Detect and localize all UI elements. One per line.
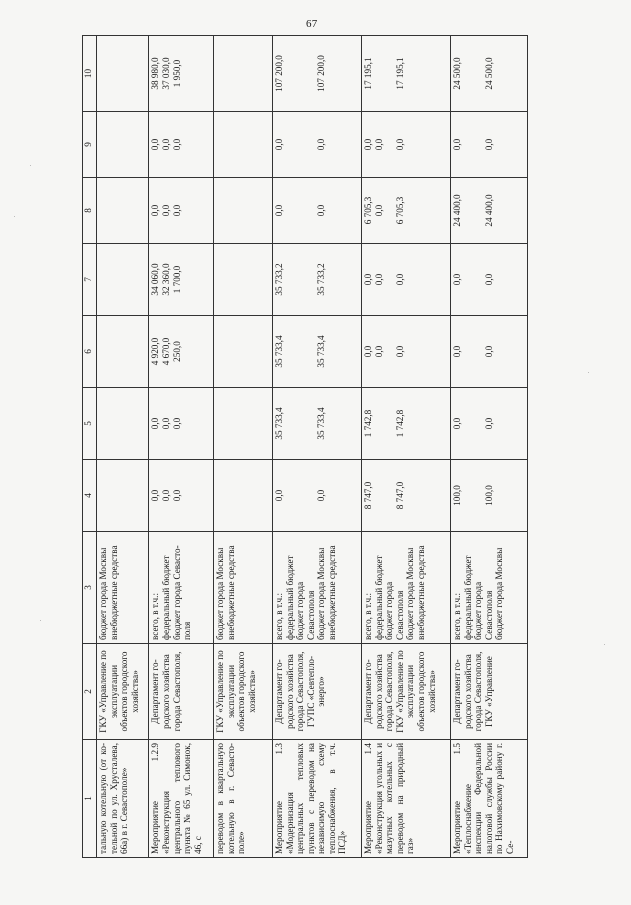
scan-speck (40, 620, 41, 621)
value-line (306, 39, 317, 108)
value-line: 0,0 (363, 273, 373, 286)
funding-source-cell (362, 532, 451, 644)
funding-source-line: бюджет города (384, 581, 395, 640)
funding-source-line: всего, в т.ч.: (363, 592, 373, 640)
value-cell-c4 (97, 460, 149, 532)
value-line (306, 391, 317, 456)
funding-source-line: Севастополя (394, 590, 405, 640)
value-line: 1 742,8 (363, 409, 373, 438)
value-line: 0,0 (171, 417, 182, 430)
value-line: 0,0 (483, 273, 494, 286)
value-line (295, 181, 306, 240)
value-line (295, 319, 306, 384)
funding-source-line: бюджет города Москвы (98, 547, 108, 640)
value-line: 35 733,2 (316, 263, 327, 296)
value-cell-c4 (214, 460, 273, 532)
value-line (295, 39, 306, 108)
value-line: 0,0 (150, 417, 161, 430)
value-line (384, 247, 395, 312)
value-line: 8 747,0 (363, 481, 373, 510)
value-line: 35 733,4 (273, 335, 284, 368)
value-line: 0,0 (171, 204, 182, 217)
measure-name-cell: переводом в квартальную котельную в г. Севасто-поле» (214, 740, 273, 858)
value-line: 35 733,4 (273, 407, 284, 440)
value-line (384, 391, 395, 456)
value-line (285, 39, 296, 108)
value-cell-c10 (362, 36, 451, 112)
col-header-3: 3 (83, 532, 97, 644)
funding-source-line: внебюджетные средства (326, 545, 337, 640)
value-line: 0,0 (273, 204, 284, 217)
value-cell-c5 (97, 388, 149, 460)
value-line (374, 463, 385, 528)
value-line: 0,0 (160, 204, 171, 217)
value-line (463, 391, 474, 456)
value-line: 0,0 (150, 204, 161, 217)
value-line: 17 195,1 (394, 57, 405, 90)
value-cell-c5 (272, 388, 361, 460)
value-line: 32 360,0 (160, 263, 171, 296)
value-cell-c9 (272, 112, 361, 178)
funding-source-line: внебюджетные средства (108, 545, 119, 640)
value-line (384, 319, 395, 384)
value-line (295, 391, 306, 456)
value-line (473, 181, 484, 240)
scan-speck (604, 644, 605, 645)
value-line (374, 39, 385, 108)
executor-cell: Департамент го-родского хозяйства города Севастополя, ГУПС «Севтепло-энерго» (272, 644, 361, 740)
funding-source-line: бюджет города Москвы (215, 547, 226, 640)
header-row (83, 36, 97, 858)
scan-speck (30, 165, 31, 166)
col-header-9: 9 (83, 112, 97, 178)
value-line: 0,0 (452, 345, 463, 358)
col-header-6: 6 (83, 316, 97, 388)
col-header-5: 5 (83, 388, 97, 460)
value-cell-c4 (451, 460, 528, 532)
value-line: 0,0 (452, 273, 463, 286)
executor-cell: Департамент го-родского хозяйства города Севастополя, ГКУ «Управление (451, 644, 528, 740)
value-line: 0,0 (273, 489, 284, 502)
value-line: 0,0 (394, 345, 405, 358)
table-row (451, 36, 528, 858)
value-line: 0,0 (160, 138, 171, 151)
value-cell-c7 (214, 244, 273, 316)
value-cell-c6 (97, 316, 149, 388)
value-line: 37 030,0 (160, 57, 171, 90)
value-line: 8 747,0 (394, 481, 405, 510)
value-line (384, 181, 395, 240)
value-line: 250,0 (171, 341, 182, 362)
value-line: 100,0 (483, 485, 494, 506)
table-row (149, 36, 214, 858)
value-line (463, 181, 474, 240)
funding-source-line: бюджет города Москвы (316, 547, 327, 640)
value-line (384, 39, 395, 108)
value-line (473, 463, 484, 528)
value-line: 0,0 (363, 345, 373, 358)
value-cell-c7 (451, 244, 528, 316)
value-line (463, 115, 474, 174)
value-cell-c10 (149, 36, 214, 112)
value-line (285, 247, 296, 312)
value-line: 24 400,0 (483, 194, 494, 227)
budget-table (82, 35, 528, 858)
value-line: 0,0 (373, 204, 384, 217)
value-cell-c10 (451, 36, 528, 112)
value-line: 0,0 (373, 138, 384, 151)
funding-source-line: бюджет города (295, 581, 306, 640)
value-line: 34 060,0 (150, 263, 161, 296)
value-line: 0,0 (394, 273, 405, 286)
measure-name-cell: Мероприятие 1.2.9 «Реконструкция центрального теплового пункта № 65 ул. Симонок, 46, с (149, 740, 214, 858)
value-line (285, 319, 296, 384)
rotated-table-frame (82, 36, 528, 858)
value-line: 107 200,0 (316, 55, 327, 92)
value-line (285, 181, 296, 240)
value-line: 6 705,3 (394, 196, 405, 225)
value-line (473, 391, 484, 456)
value-cell-c6 (272, 316, 361, 388)
value-line (285, 391, 296, 456)
funding-source-line: всего, в т.ч.: (150, 592, 161, 640)
value-cell-c5 (214, 388, 273, 460)
value-cell-c6 (214, 316, 273, 388)
value-cell-c10 (272, 36, 361, 112)
value-line: 0,0 (273, 138, 284, 151)
measure-name-cell: Мероприятие 1.4 «Реконструкция угольных и мазутных котельных с переводом на природный газ» (362, 740, 451, 858)
value-line: 107 200,0 (273, 55, 284, 92)
page-number: 67 (306, 18, 318, 30)
value-line: 0,0 (171, 489, 182, 502)
value-cell-c5 (149, 388, 214, 460)
measure-name-cell: тальную котельную (от ко-тельной по ул. Хрусталева, 66а) в г. Севастополе» (97, 740, 149, 858)
value-cell-c7 (362, 244, 451, 316)
funding-source-cell (97, 532, 149, 644)
value-line: 0,0 (150, 138, 161, 151)
col-header-4: 4 (83, 460, 97, 532)
value-line: 0,0 (452, 138, 463, 151)
col-header-8: 8 (83, 178, 97, 244)
value-line (295, 115, 306, 174)
funding-source-line: бюджет города Севасто- (171, 545, 182, 640)
funding-source-line: внебюджетные средства (415, 545, 426, 640)
funding-source-line: всего, в т.ч.: (273, 592, 284, 640)
funding-source-line: Севастополя (305, 590, 316, 640)
value-line: 0,0 (373, 273, 384, 286)
value-line (285, 463, 296, 528)
value-line (473, 39, 484, 108)
value-cell-c7 (97, 244, 149, 316)
value-cell-c5 (362, 388, 451, 460)
funding-source-cell (214, 532, 273, 644)
value-line (285, 115, 296, 174)
measure-name-cell: Мероприятие 1.5 «Теплоснабжение инспекции Федеральной налоговой службы России по Нахимовскому району г. Се- (451, 740, 528, 858)
col-header-10: 10 (83, 36, 97, 112)
value-line (295, 247, 306, 312)
value-cell-c8 (272, 178, 361, 244)
value-line: 0,0 (316, 138, 327, 151)
value-line (295, 463, 306, 528)
funding-source-line: поля (182, 621, 193, 640)
value-line: 0,0 (452, 417, 463, 430)
value-line: 0,0 (316, 489, 327, 502)
value-line: 100,0 (452, 485, 463, 506)
funding-source-line: федеральный бюджет (160, 555, 171, 640)
value-cell-c8 (149, 178, 214, 244)
col-header-2: 2 (83, 644, 97, 740)
value-cell-c6 (451, 316, 528, 388)
value-line: 0,0 (160, 489, 171, 502)
funding-source-cell (272, 532, 361, 644)
value-cell-c9 (214, 112, 273, 178)
value-line: 0,0 (394, 138, 405, 151)
value-line: 1 700,0 (171, 265, 182, 294)
value-line: 17 195,1 (363, 57, 373, 90)
value-line: 35 733,4 (316, 407, 327, 440)
funding-source-line: внебюджетные средства (225, 545, 236, 640)
value-line: 35 733,2 (273, 263, 284, 296)
value-line: 6 705,3 (363, 196, 373, 225)
value-line (306, 181, 317, 240)
value-cell-c8 (214, 178, 273, 244)
value-line: 0,0 (316, 204, 327, 217)
executor-cell: ГКУ «Управление по эксплуатации объектов городского хозяйства» (214, 644, 273, 740)
value-cell-c8 (362, 178, 451, 244)
value-line (463, 463, 474, 528)
value-line: 24 500,0 (452, 57, 463, 90)
funding-source-cell (451, 532, 528, 644)
table-row (272, 36, 361, 858)
value-cell-c4 (272, 460, 361, 532)
funding-source-line: федеральный бюджет (284, 555, 295, 640)
value-cell-c7 (149, 244, 214, 316)
value-line: 0,0 (373, 345, 384, 358)
value-line: 38 980,0 (150, 57, 161, 90)
value-cell-c5 (451, 388, 528, 460)
value-cell-c9 (149, 112, 214, 178)
value-line: 24 400,0 (452, 194, 463, 227)
value-line: 0,0 (160, 417, 171, 430)
value-line: 4 920,0 (150, 337, 161, 366)
value-line: 4 670,0 (160, 337, 171, 366)
value-line (463, 247, 474, 312)
funding-source-cell (149, 532, 214, 644)
value-line (473, 319, 484, 384)
value-cell-c4 (362, 460, 451, 532)
value-line (374, 391, 385, 456)
value-line (306, 115, 317, 174)
value-line (473, 115, 484, 174)
table-row (214, 36, 273, 858)
funding-source-line: бюджет города Москвы (405, 547, 416, 640)
value-line (384, 463, 395, 528)
table-row (362, 36, 451, 858)
funding-source-line: Севастополя (483, 590, 494, 640)
value-line: 0,0 (483, 138, 494, 151)
col-header-1: 1 (83, 740, 97, 858)
value-line: 0,0 (363, 138, 373, 151)
funding-source-line: всего, в т.ч.: (452, 592, 463, 640)
executor-cell: Департамент го-родского хозяйства города Севастополя, (149, 644, 214, 740)
funding-source-line: бюджет города (473, 581, 484, 640)
funding-source-line: бюджет города Москвы (494, 547, 505, 640)
value-cell-c9 (451, 112, 528, 178)
value-line: 0,0 (171, 138, 182, 151)
value-cell-c8 (451, 178, 528, 244)
value-line: 24 500,0 (483, 57, 494, 90)
col-header-7: 7 (83, 244, 97, 316)
measure-name-cell: Мероприятие 1.3 «Модернизация центральных тепловых пунктов с переводом на независимую схему теплоснабжения, в т.ч. ПСД» (272, 740, 361, 858)
value-line (306, 463, 317, 528)
value-cell-c6 (362, 316, 451, 388)
value-cell-c9 (362, 112, 451, 178)
value-line: 0,0 (483, 417, 494, 430)
value-line: 0,0 (483, 345, 494, 358)
scan-speck (588, 372, 589, 373)
value-line: 35 733,4 (316, 335, 327, 368)
table-body (97, 36, 528, 858)
value-line (306, 319, 317, 384)
executor-cell: ГКУ «Управление по эксплуатации объектов городского хозяйства» (97, 644, 149, 740)
value-line (463, 319, 474, 384)
funding-source-line: федеральный бюджет (462, 555, 473, 640)
value-line (473, 247, 484, 312)
value-cell-c10 (97, 36, 149, 112)
value-cell-c9 (97, 112, 149, 178)
value-cell-c10 (214, 36, 273, 112)
value-line: 1 950,0 (171, 59, 182, 88)
value-line (306, 247, 317, 312)
value-line: 0,0 (150, 489, 161, 502)
scan-speck (14, 216, 15, 217)
value-line (384, 115, 395, 174)
value-cell-c6 (149, 316, 214, 388)
table-row (97, 36, 149, 858)
value-line (463, 39, 474, 108)
funding-source-line: федеральный бюджет (373, 555, 384, 640)
value-cell-c7 (272, 244, 361, 316)
value-cell-c8 (97, 178, 149, 244)
executor-cell: Департамент го-родского хозяйства города Севастополя, ГКУ «Управление по эксплуатации объектов городского хозяйства» (362, 644, 451, 740)
value-cell-c4 (149, 460, 214, 532)
value-line: 1 742,8 (394, 409, 405, 438)
